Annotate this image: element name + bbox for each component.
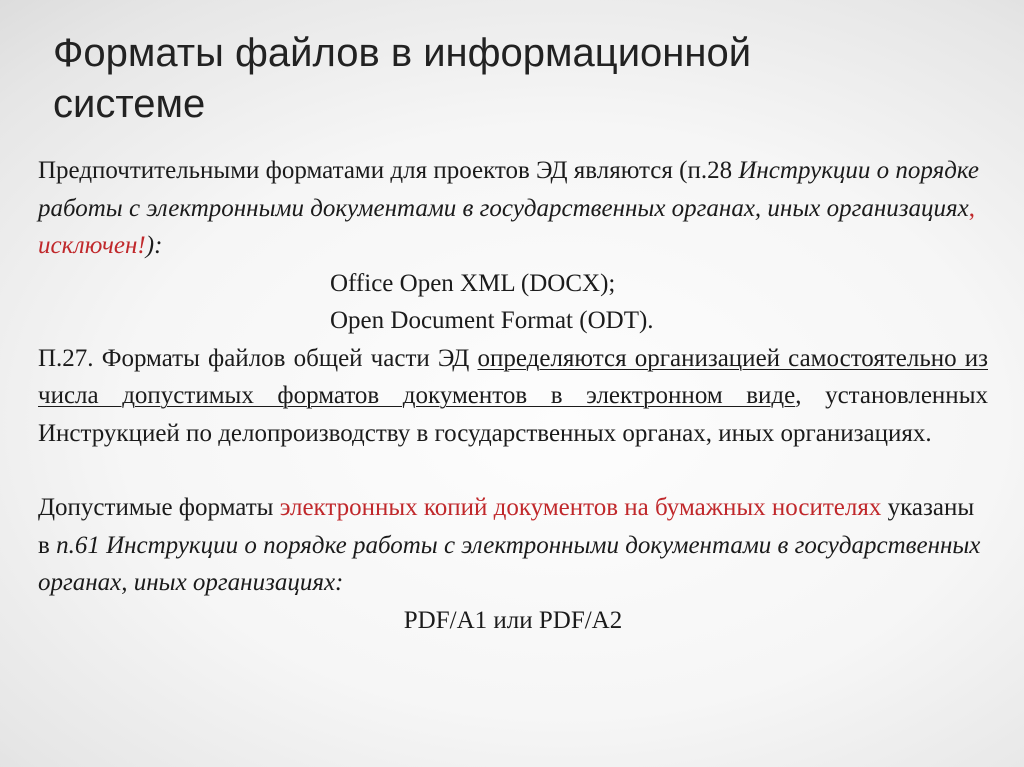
title-line-1: Форматы файлов в информационной — [53, 31, 752, 75]
reference-comma: , — [968, 194, 975, 222]
preferred-formats-paragraph — [38, 152, 988, 265]
general-part-suffix: , установленных Инструкцией по делопроизводству в государственных органах, иных организациях. — [38, 382, 988, 447]
format-odt: Open Document Format (ODT). — [330, 307, 654, 334]
copies-paragraph — [38, 489, 988, 602]
copies-instruction-reference: п.61 Инструкции о порядке работы с электронными документами в государственных органах, иных организациях: — [38, 531, 981, 596]
paragraph-gap — [38, 452, 988, 489]
title-line-2: системе — [53, 82, 206, 126]
slide-title — [53, 28, 973, 130]
general-part-prefix: П.27. Форматы файлов общей части ЭД — [38, 344, 478, 372]
preferred-formats-intro: Предпочтительными форматами для проектов ЭД являются (п.28 — [38, 157, 733, 184]
copies-prefix: Допустимые форматы — [38, 494, 280, 521]
general-part-underlined: определяются организацией самостоятельно из числа допустимых форматов документов в электронном виде — [38, 344, 988, 409]
pdf-formats: PDF/A1 или PDF/A2 — [403, 606, 623, 634]
format-docx: Office Open XML (DOCX); — [330, 269, 616, 297]
copies-highlight: электронных копий документов на бумажных носителях — [279, 494, 882, 521]
instruction-reference: Инструкции о порядке работы с электронными документами в государственных органах, иных организациях — [38, 157, 980, 222]
general-part-paragraph — [38, 340, 988, 453]
excluded-note: исключен! — [38, 232, 146, 259]
slide-body — [38, 152, 988, 639]
copies-mid: указаны в — [38, 494, 975, 559]
reference-close: ): — [145, 232, 163, 259]
